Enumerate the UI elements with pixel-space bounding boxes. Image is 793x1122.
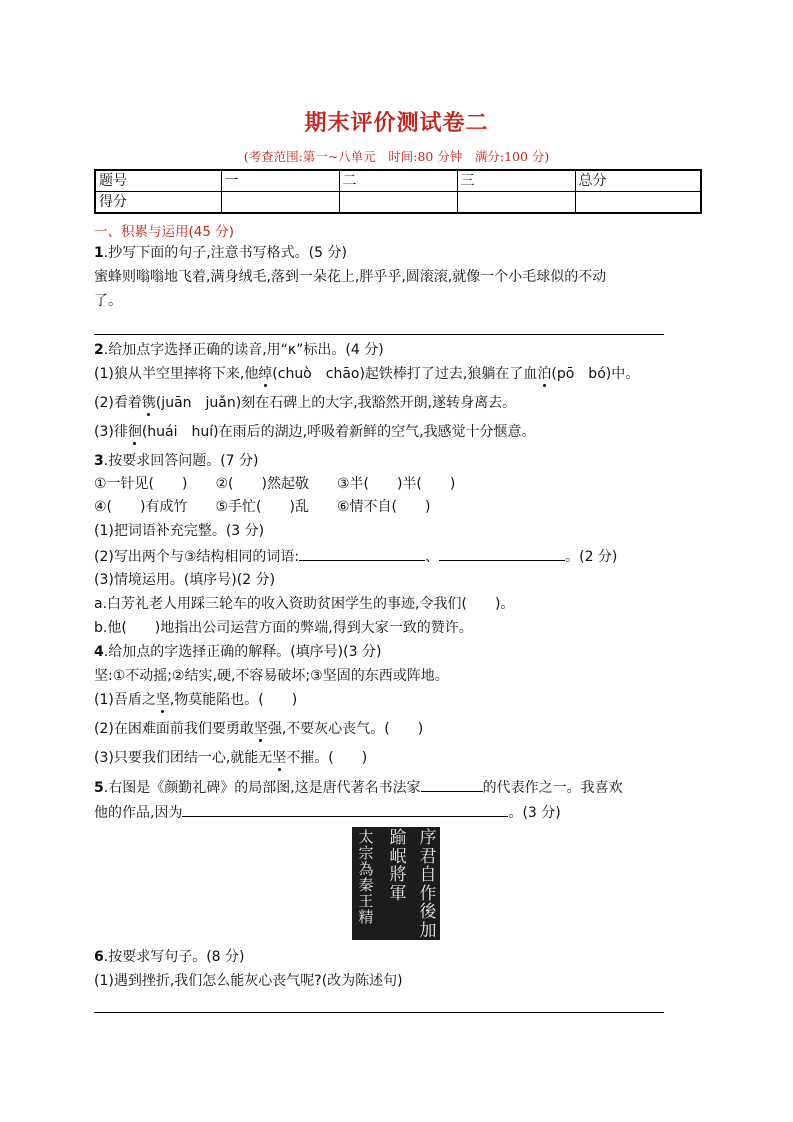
- score-input-cell[interactable]: [339, 192, 457, 214]
- score-input-cell[interactable]: [221, 192, 339, 214]
- stele-column: [388, 829, 408, 903]
- stele-char: 精: [358, 908, 374, 926]
- text-segment: (1)狼从半空里摔将下来,他: [94, 366, 259, 382]
- dotted-char: 镌: [141, 395, 156, 411]
- q3-sub1: (1)把词语补充完整。(3 分): [94, 523, 265, 539]
- text-segment: (3)徘: [94, 424, 128, 440]
- score-table-header-row: [95, 170, 701, 192]
- question-3: [94, 451, 258, 471]
- question-text: .给加点的字选择正确的解释。(填序号)(3 分): [103, 644, 382, 660]
- q4-definitions: 坚:①不动摇;②结实,硬,不容易破坏;③坚固的东西或阵地。: [94, 668, 449, 684]
- q5-blank-reason[interactable]: [182, 802, 508, 817]
- score-header-cell: 题号: [95, 170, 221, 192]
- question-number: 1: [94, 245, 104, 261]
- stele-char: 秦: [358, 876, 374, 894]
- text-segment: (1)吾盾之: [94, 692, 156, 708]
- stele-char: 加: [419, 920, 437, 940]
- text-segment: 、: [425, 549, 440, 565]
- q6-sub1: (1)遇到挫折,我们怎么能灰心丧气呢?(改为陈述句): [94, 973, 403, 989]
- text-segment: (2)写出两个与③结构相同的词语:: [94, 549, 300, 565]
- question-text: .给加点字选择正确的读音,用“κ”标出。(4 分): [103, 342, 384, 358]
- stele-char: 太: [358, 828, 374, 846]
- text-segment: 。(2 分): [565, 549, 618, 565]
- score-table-score-row: [95, 192, 701, 214]
- score-row-label: 得分: [95, 192, 221, 214]
- q4-item-3: [94, 748, 367, 768]
- dotted-char: 坚: [272, 750, 287, 766]
- question-text: 的代表作之一。我喜欢: [482, 780, 623, 796]
- score-header-cell: 三: [457, 170, 575, 192]
- question-text: .右图是《颜勤礼碑》的局部图,这是唐代著名书法家: [103, 780, 421, 796]
- stele-char: 岷: [389, 846, 407, 867]
- dotted-char: 泊: [537, 366, 552, 382]
- text-segment: 强,不要灰心丧气。( ): [267, 721, 424, 737]
- dotted-char: 坚: [253, 721, 268, 737]
- question-text: .按要求写句子。(8 分): [103, 949, 245, 965]
- score-input-cell[interactable]: [457, 192, 575, 214]
- text-segment: ,物莫能陷也。( ): [169, 692, 298, 708]
- stele-rubbing-image: [352, 827, 440, 940]
- stele-char: 軍: [389, 883, 407, 904]
- q3-idioms-row1: ①一针见( ) ②( )然起敬 ③半( )半( ): [94, 476, 456, 492]
- stele-char: 將: [389, 865, 407, 885]
- text-segment: (pō bó)中。: [551, 366, 640, 382]
- q2-item-2: [94, 393, 516, 413]
- question-number: 2: [94, 342, 104, 358]
- score-header-cell: 总分: [575, 170, 701, 192]
- q3-option-b: b.他( )地指出公司运营方面的弊端,得到大家一致的赞许。: [94, 620, 473, 636]
- stele-column: [356, 829, 376, 925]
- stele-char: 作: [419, 883, 437, 904]
- q4-item-2: [94, 719, 423, 739]
- question-text: .抄写下面的句子,注意书写格式。(5 分): [103, 245, 347, 261]
- question-text: .按要求回答问题。(7 分): [103, 453, 259, 469]
- score-header-cell: 二: [339, 170, 457, 192]
- stele-char: 自: [419, 865, 437, 885]
- dotted-char: 坚: [155, 692, 170, 708]
- score-table: [94, 169, 702, 214]
- text-segment: (juān juǎn)刻在石碑上的大字,我豁然开朗,遂转身离去。: [155, 395, 517, 411]
- stele-column: [418, 829, 438, 940]
- q3-sub3: (3)情境运用。(填序号)(2 分): [94, 572, 276, 588]
- q3-blank-1[interactable]: [299, 546, 425, 561]
- question-4: [94, 642, 381, 662]
- q2-item-1: [94, 364, 639, 384]
- q1-sentence-line2: 了。: [94, 293, 122, 309]
- question-number: 5: [94, 780, 104, 796]
- score-header-cell: 一: [221, 170, 339, 192]
- stele-char: 為: [358, 860, 374, 878]
- question-2: [94, 340, 384, 360]
- question-number: 6: [94, 949, 104, 965]
- q3-blank-2[interactable]: [439, 546, 565, 561]
- stele-char: 王: [358, 892, 374, 910]
- stele-char: 君: [419, 846, 437, 867]
- text-segment: (3)只要我们团结一心,就能无: [94, 750, 273, 766]
- q5-blank-calligrapher[interactable]: [421, 777, 483, 792]
- dotted-char: 徊: [127, 424, 142, 440]
- question-number: 4: [94, 644, 104, 660]
- text-segment: 。(3 分): [508, 805, 561, 821]
- q3-idioms-row2: ④( )有成竹 ⑤手忙( )乱 ⑥情不自( ): [94, 499, 431, 515]
- text-segment: 他的作品,因为: [94, 805, 183, 821]
- question-6: [94, 947, 244, 967]
- q3-option-a: a.白芳礼老人用踩三轮车的收入资助贫困学生的事迹,令我们( )。: [94, 596, 515, 612]
- exam-scope: (考查范围:第一~八单元 时间:80 分钟 满分:100 分): [243, 149, 550, 164]
- q4-item-1: [94, 690, 297, 710]
- page-title: 期末评价测试卷二: [304, 110, 489, 136]
- text-segment: (huái huí)在雨后的湖边,呼吸着新鲜的空气,我感觉十分惬意。: [141, 424, 536, 440]
- text-segment: (2)在困难面前我们要勇敢: [94, 721, 254, 737]
- question-5: [94, 777, 623, 798]
- q1-sentence-line1: 蜜蜂则嗡嗡地飞着,满身绒毛,落到一朵花上,胖乎乎,圆滚滚,就像一个小毛球似的不动: [94, 269, 607, 285]
- q6-answer-line[interactable]: [94, 1012, 664, 1013]
- q3-sub2: [94, 546, 617, 567]
- question-1: [94, 243, 347, 263]
- dotted-char: 绰: [258, 366, 273, 382]
- q5-line2: [94, 802, 561, 823]
- text-segment: (chuò chāo)起铁棒打了过去,狼躺在了血: [272, 366, 538, 382]
- stele-char: 後: [419, 902, 437, 922]
- text-segment: (2)看着: [94, 395, 142, 411]
- text-segment: 不摧。( ): [286, 750, 368, 766]
- stele-char: 踰: [389, 828, 407, 848]
- q1-answer-line[interactable]: [94, 334, 664, 335]
- stele-char: 宗: [358, 844, 374, 862]
- section-heading: 一、积累与运用(45 分): [94, 224, 235, 240]
- score-input-cell[interactable]: [575, 192, 701, 214]
- q2-item-3: [94, 422, 536, 442]
- question-number: 3: [94, 453, 104, 469]
- stele-char: 序: [419, 828, 437, 848]
